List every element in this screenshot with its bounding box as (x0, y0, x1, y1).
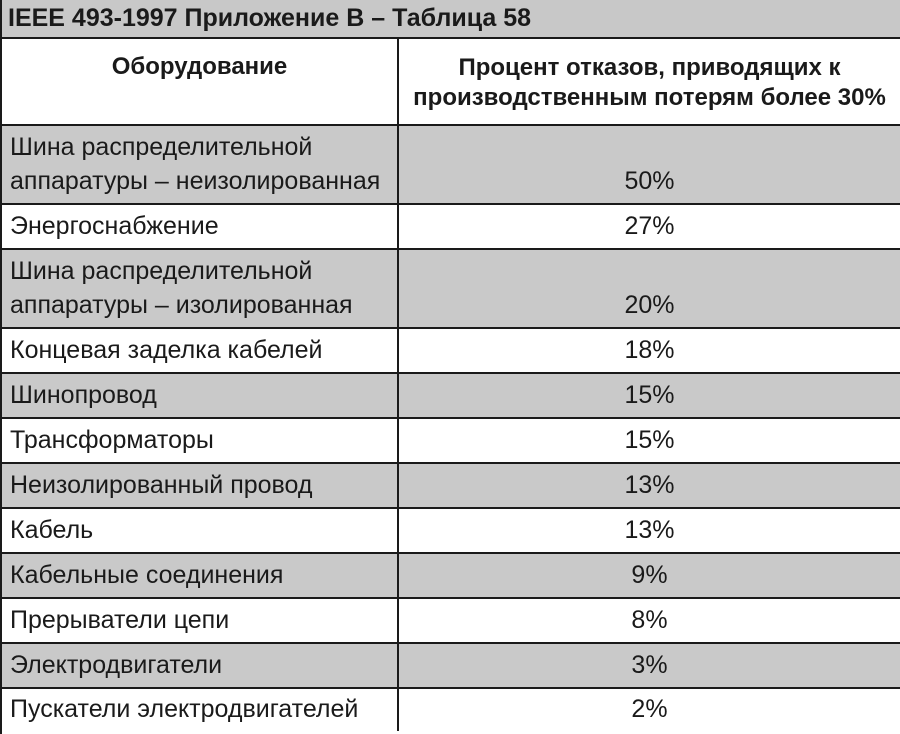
row-name-line1: Кабель (10, 516, 94, 544)
row-percent-value: 50% (398, 125, 900, 204)
failure-table (2, 39, 900, 731)
row-name-line1: Прерыватели цепи (10, 606, 230, 634)
table-row (2, 508, 900, 553)
row-name-line1: Трансформаторы (10, 426, 214, 454)
table-row (2, 125, 900, 204)
row-name-line2: аппаратуры – изолированная (10, 291, 353, 319)
row-percent-value: 8% (398, 598, 900, 643)
row-equipment-name (2, 463, 398, 508)
row-name-line1: Шина распределительной (10, 133, 313, 161)
header-equipment-text: Оборудование (111, 53, 288, 80)
row-equipment-name (2, 125, 398, 204)
table-row (2, 418, 900, 463)
row-percent-value: 15% (398, 418, 900, 463)
row-percent-value: 20% (398, 249, 900, 328)
row-equipment-name (2, 643, 398, 688)
row-percent-value: 3% (398, 643, 900, 688)
row-percent-value: 13% (398, 508, 900, 553)
row-percent-value: 9% (398, 553, 900, 598)
table-row (2, 328, 900, 373)
row-equipment-name (2, 249, 398, 328)
table-row (2, 688, 900, 731)
row-name-line1: Энергоснабжение (10, 212, 219, 240)
table-row (2, 373, 900, 418)
row-percent-value: 27% (398, 204, 900, 249)
row-equipment-name (2, 373, 398, 418)
table-row (2, 204, 900, 249)
row-percent-value: 15% (398, 373, 900, 418)
table-row (2, 553, 900, 598)
row-equipment-name (2, 598, 398, 643)
row-equipment-name (2, 204, 398, 249)
row-equipment-name (2, 418, 398, 463)
row-name-line1: Шинопровод (10, 381, 157, 409)
row-equipment-name (2, 553, 398, 598)
header-percent-line2: производственным потерям более 30% (413, 84, 886, 111)
header-row (2, 39, 900, 125)
row-percent-value: 13% (398, 463, 900, 508)
table-row (2, 643, 900, 688)
table-row (2, 463, 900, 508)
row-name-line1: Шина распределительной (10, 257, 313, 285)
row-name-line1: Концевая заделка кабелей (10, 336, 323, 364)
header-equipment (2, 39, 398, 125)
row-percent-value: 2% (398, 688, 900, 731)
row-name-line1: Кабельные соединения (10, 561, 284, 589)
row-equipment-name (2, 688, 398, 731)
row-name-line1: Пускатели электродвигателей (10, 695, 359, 723)
table-row (2, 249, 900, 328)
header-percent-line1: Процент отказов, приводящих к (458, 54, 841, 81)
table-row (2, 598, 900, 643)
row-percent-value: 18% (398, 328, 900, 373)
table-title-text: IEEE 493-1997 Приложение В – Таблица 58 (8, 4, 532, 32)
row-equipment-name (2, 328, 398, 373)
row-name-line2: аппаратуры – неизолированная (10, 167, 381, 195)
header-percent (398, 39, 900, 125)
table-title (2, 0, 900, 39)
row-name-line1: Неизолированный провод (10, 471, 313, 499)
row-equipment-name (2, 508, 398, 553)
row-name-line1: Электродвигатели (10, 651, 223, 679)
